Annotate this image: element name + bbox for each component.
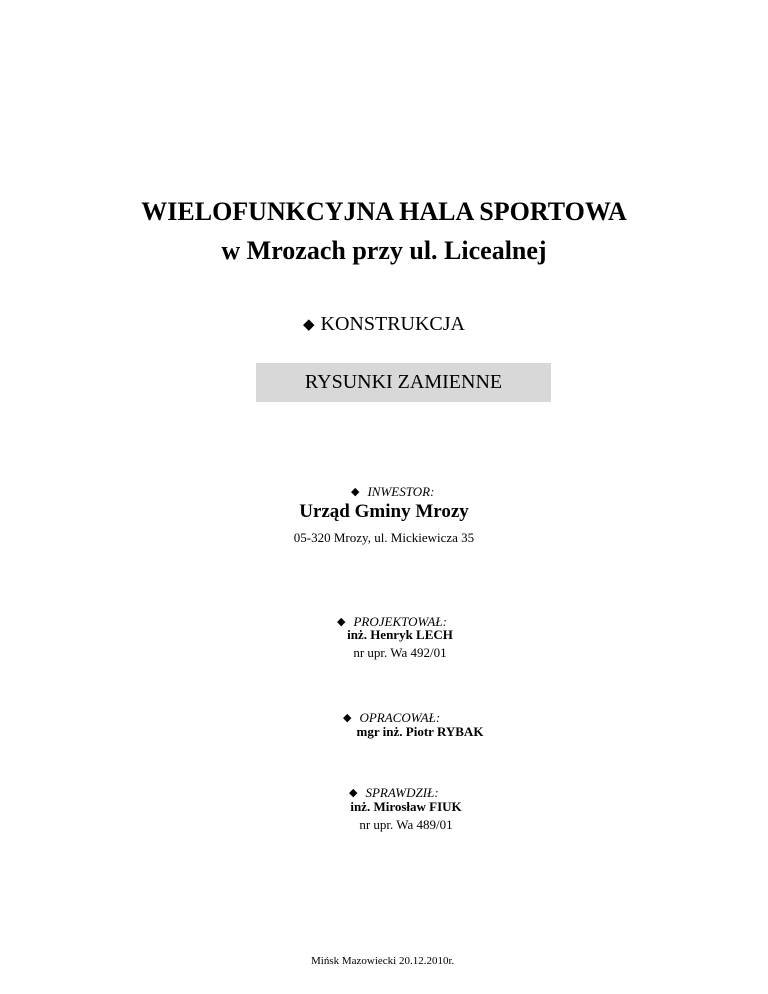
investor-name: Urząd Gminy Mrozy — [299, 501, 469, 522]
diamond-bullet-icon: ◆ — [351, 486, 360, 498]
preparer-label: OPRACOWAŁ: — [359, 710, 441, 725]
designer-label: PROJEKTOWAŁ: — [353, 614, 447, 629]
document-subtitle: w Mrozach przy ul. Licealnej — [221, 236, 547, 265]
investor-address: 05-320 Mrozy, ul. Mickiewicza 35 — [293, 530, 475, 545]
designer-license: nr upr. Wa 492/01 — [353, 645, 447, 660]
document-title: WIELOFUNKCYJNA HALA SPORTOWA — [141, 197, 627, 226]
preparer-name: mgr inż. Piotr RYBAK — [356, 724, 484, 739]
section-label: KONSTRUKCJA — [320, 313, 465, 335]
section-heading — [0, 313, 768, 336]
checker-name: inż. Mirosław FIUK — [350, 799, 462, 814]
designer-name: inż. Henryk LECH — [347, 627, 453, 642]
drawing-type-label: RYSUNKI ZAMIENNE — [304, 371, 503, 393]
investor-label: INWESTOR: — [367, 484, 435, 499]
drawing-type-box — [256, 363, 551, 402]
diamond-bullet-icon: ◆ — [349, 787, 358, 799]
place-and-date: Mińsk Mazowiecki 20.12.2010r. — [311, 955, 455, 967]
diamond-bullet-icon: ◆ — [302, 317, 315, 333]
checker-license: nr upr. Wa 489/01 — [359, 817, 453, 832]
diamond-bullet-icon: ◆ — [343, 712, 352, 724]
investor-heading — [351, 483, 434, 501]
diamond-bullet-icon: ◆ — [337, 616, 346, 628]
checker-label: SPRAWDZIŁ: — [365, 785, 439, 800]
